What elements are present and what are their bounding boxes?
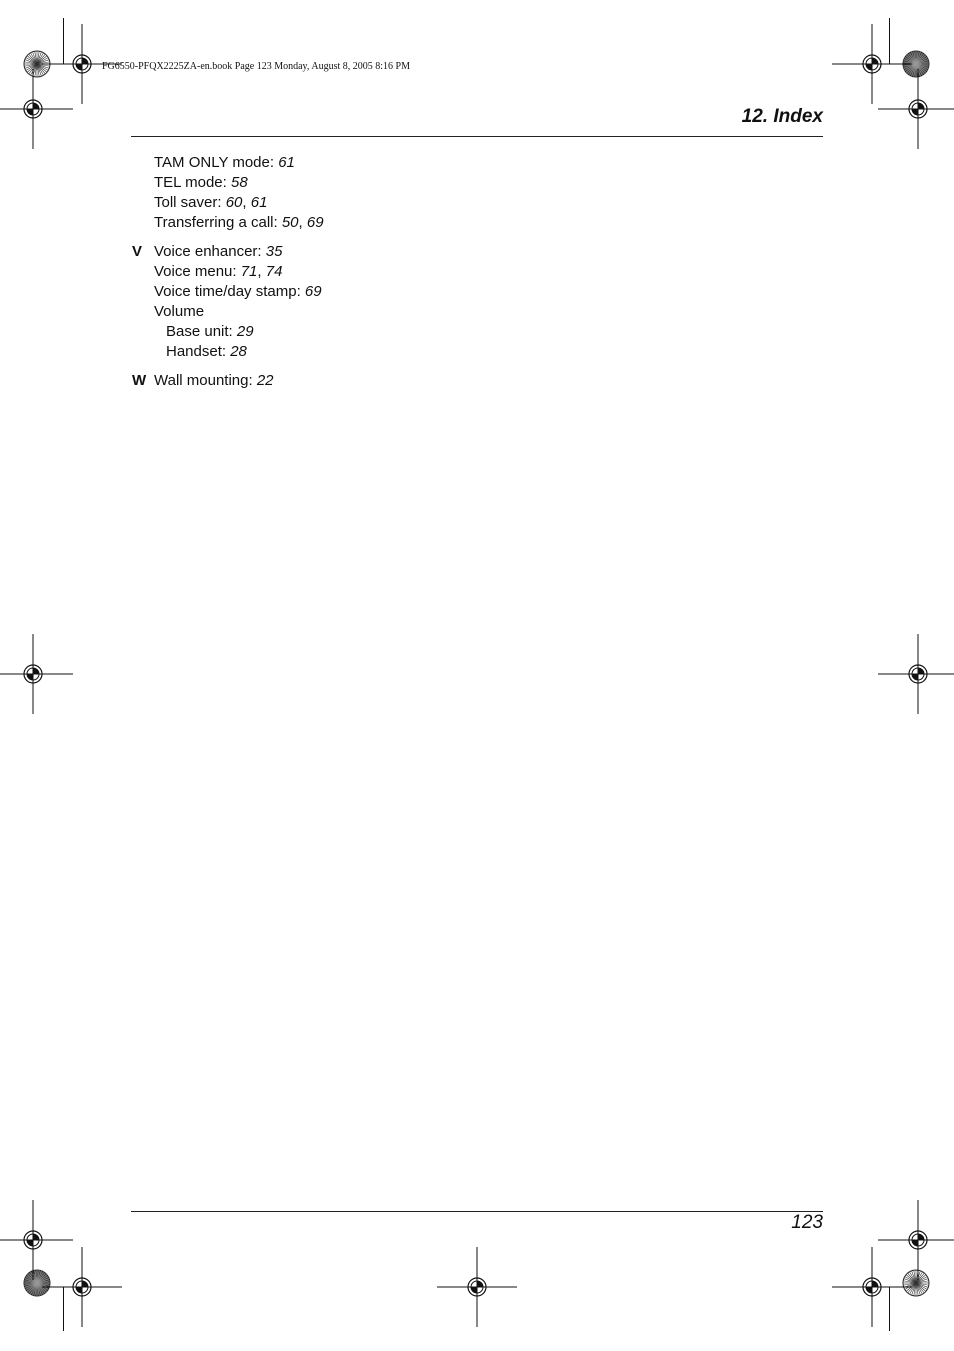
index-entry [154,173,631,193]
crop-line [63,18,64,64]
print-slug: FG6550-PFQX2225ZA-en.book Page 123 Monday, August 8, 2005 8:16 PM [102,61,410,72]
index-page-ref[interactable]: 29 [236,323,254,340]
section-title: 12. Index [741,106,823,127]
index-entry [154,371,631,391]
index-page-ref[interactable]: 61 [278,154,295,171]
index-entry: Toll saver: 60, 61 [154,194,268,211]
registration-mark [0,69,73,149]
index-list [131,153,631,400]
index-letter: W [132,372,147,389]
index-term: Wall mounting: [154,372,257,389]
header-rule [131,136,823,137]
index-term: Voice menu: [154,263,241,280]
index-entry: Transferring a call: 50, 69 [154,214,324,231]
index-entry [154,153,631,173]
index-term: Transferring a call: [154,214,282,231]
footer-rule [131,1211,823,1212]
index-entry: Voice menu: 71, 74 [154,263,283,280]
crop-line [889,1287,890,1331]
page-number: 123 [791,1212,823,1233]
index-page-ref[interactable]: 69 [306,214,324,231]
index-entry [154,342,631,362]
registration-mark [42,1247,122,1327]
index-page-ref[interactable]: 50 [281,214,299,231]
index-page-ref[interactable]: 35 [265,243,283,260]
registration-mark [0,634,73,714]
index-term: Base unit: [166,323,237,340]
index-group [131,153,631,233]
index-term: Voice time/day stamp: [154,283,305,300]
index-page-ref[interactable]: 60 [225,194,243,211]
index-group [131,242,631,362]
index-page-ref[interactable]: 58 [230,174,248,191]
index-page-ref[interactable]: 74 [265,263,283,280]
index-page-ref[interactable]: 61 [250,194,268,211]
index-entry [154,302,631,322]
index-entry [154,282,631,302]
index-letter: V [132,243,143,260]
index-entry [154,322,631,342]
index-term: TEL mode: [154,174,231,191]
registration-mark [878,69,954,149]
registration-mark [437,1247,517,1327]
index-term: Handset: [166,343,231,360]
index-page-ref[interactable]: 22 [256,372,274,389]
index-page-ref[interactable]: 69 [304,283,322,300]
index-term: Voice enhancer: [154,243,266,260]
index-page-ref[interactable]: 28 [230,343,247,360]
crop-line [889,18,890,64]
index-page-ref[interactable]: 71 [240,263,258,280]
index-term: Volume [154,303,205,320]
index-term: Toll saver: [154,194,226,211]
registration-mark [832,1247,912,1327]
index-group [131,371,631,391]
registration-mark [878,634,954,714]
crop-line [63,1287,64,1331]
index-term: TAM ONLY mode: [154,154,279,171]
index-entry [154,242,631,262]
